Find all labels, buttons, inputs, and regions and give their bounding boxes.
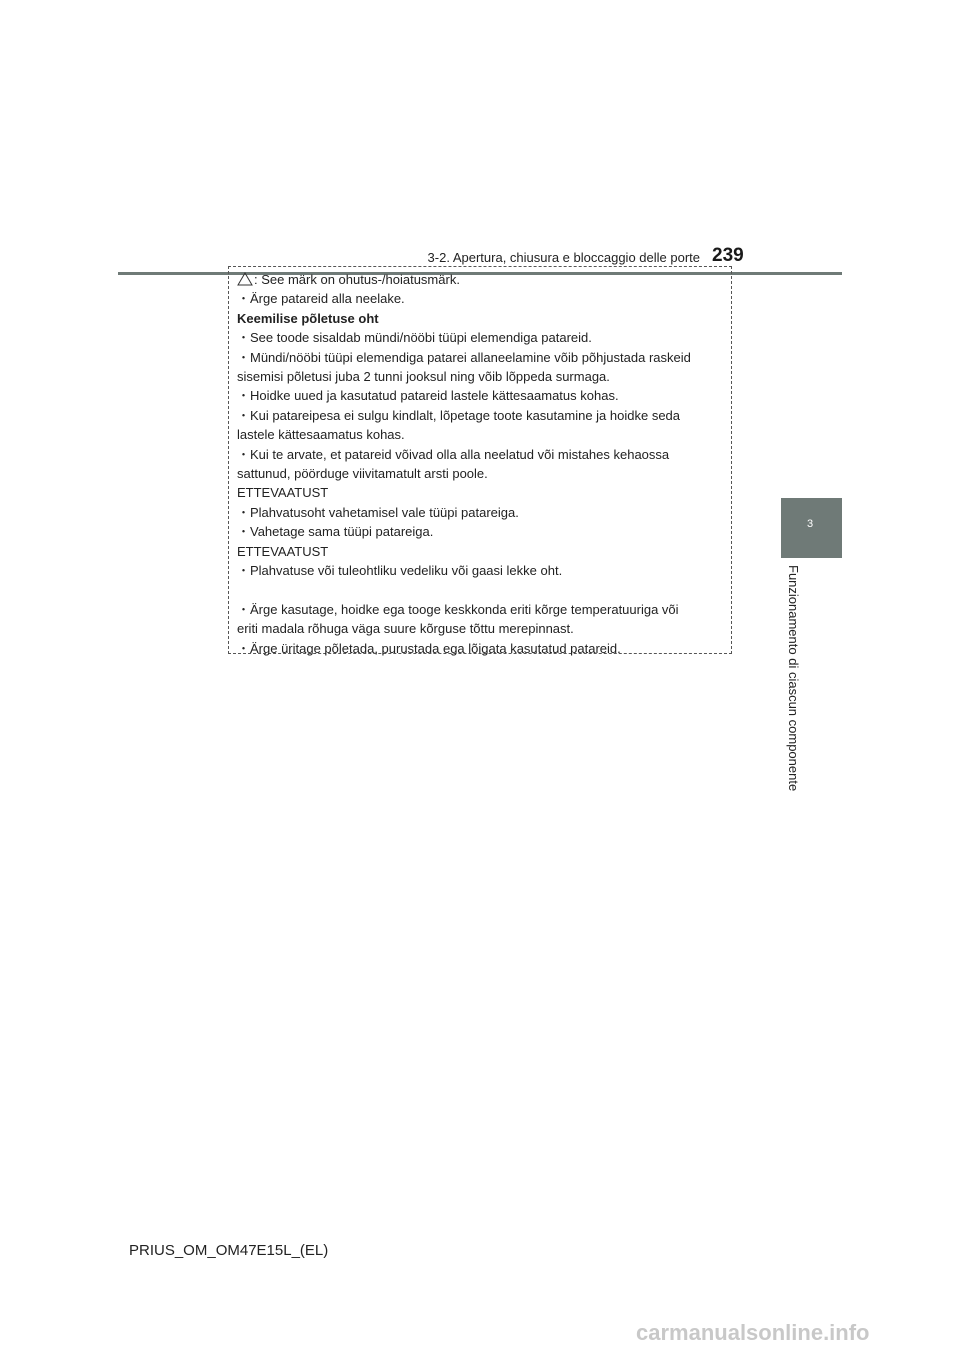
warning-line: sisemisi põletusi juba 2 tunni jooksul ning võib lõppeda surmaga. bbox=[237, 369, 610, 385]
warning-line: ・Kui te arvate, et patareid võivad olla alla neelatud või mistahes kehaossa bbox=[237, 446, 670, 462]
warning-line: ・Plahvatusoht vahetamisel vale tüüpi patareiga. bbox=[237, 504, 519, 520]
warning-line: ETTEVAATUST bbox=[237, 543, 329, 559]
page-number: 239 bbox=[712, 245, 744, 266]
warning-line: ・Ärge üritage põletada, purustada ega lõigata kasutatud patareid. bbox=[237, 640, 621, 656]
warning-line: ETTEVAATUST bbox=[237, 485, 329, 501]
warning-line: ・Hoidke uued ja kasutatud patareid lastele kättesaamatus kohas. bbox=[237, 388, 619, 404]
warning-line: ・See toode sisaldab mündi/nööbi tüüpi elemendiga patareid. bbox=[237, 330, 592, 346]
warning-triangle-icon bbox=[237, 272, 253, 286]
warning-line: ・Ärge kasutage, hoidke ega tooge keskkonda eriti kõrge temperatuuriga või bbox=[237, 601, 679, 617]
warning-line: Keemilise põletuse oht bbox=[237, 310, 379, 326]
watermark: carmanualsonline.info bbox=[636, 1320, 870, 1345]
footer-doc-code: PRIUS_OM_OM47E15L_(EL) bbox=[129, 1242, 329, 1259]
warning-line: lastele kättesaamatus kohas. bbox=[237, 427, 405, 443]
header-section-title: 3-2. Apertura, chiusura e bloccaggio delle porte bbox=[427, 250, 700, 265]
chapter-tab bbox=[781, 498, 842, 558]
warning-line: ・Vahetage sama tüüpi patareiga. bbox=[237, 524, 434, 540]
warning-box bbox=[228, 266, 732, 654]
warning-line: sattunud, pöörduge viivitamatult arsti poole. bbox=[237, 466, 488, 482]
warning-line: ・Kui patareipesa ei sulgu kindlalt, lõpetage toote kasutamine ja hoidke seda bbox=[237, 407, 681, 423]
chapter-tab-number: 3 bbox=[807, 518, 814, 530]
chapter-vertical-label: Funzionamento di ciascun componente bbox=[786, 565, 801, 792]
warning-line: ・Mündi/nööbi tüüpi elemendiga patarei allaneelamine võib põhjustada raskeid bbox=[237, 349, 691, 365]
warning-line: ・Ärge patareid alla neelake. bbox=[237, 291, 405, 307]
warning-line: ・Plahvatuse või tuleohtliku vedeliku või gaasi lekke oht. bbox=[237, 563, 563, 579]
warning-line bbox=[237, 270, 723, 289]
warning-spacer bbox=[237, 581, 723, 600]
warning-line-text: : See märk on ohutus-/hoiatusmärk. bbox=[254, 272, 460, 287]
warning-line: eriti madala rõhuga väga suure kõrguse tõttu merepinnast. bbox=[237, 621, 574, 637]
